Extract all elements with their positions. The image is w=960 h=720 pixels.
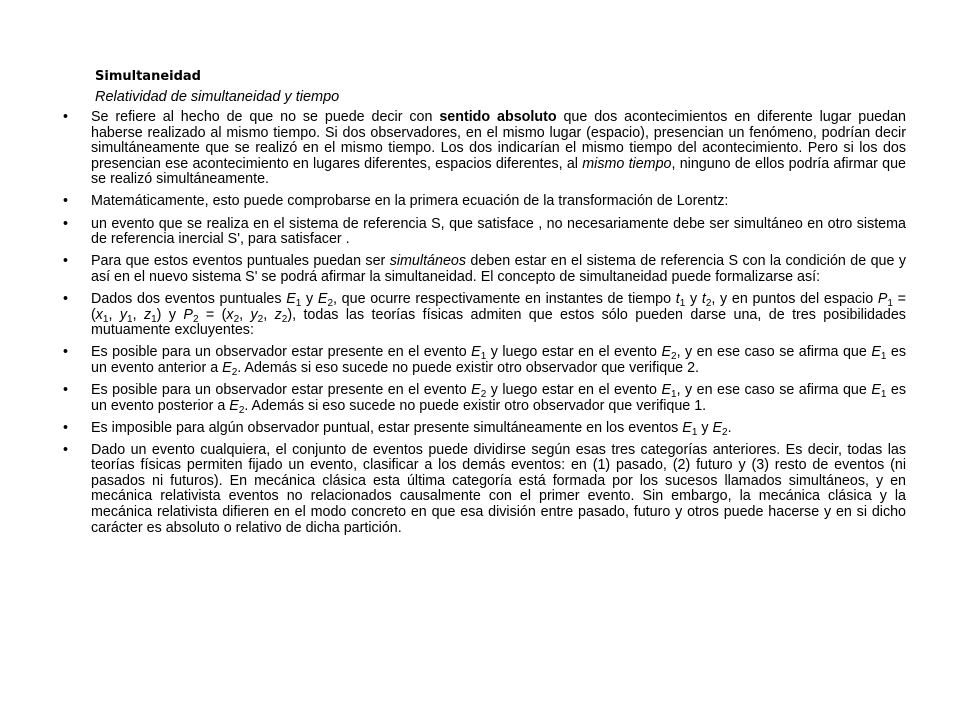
- text-run: 1: [691, 426, 698, 438]
- text-run: 2: [233, 313, 240, 325]
- bullet-item: [63, 345, 906, 376]
- text-run: , y en ese caso se afirma que: [676, 381, 872, 398]
- text-run: Es posible para un observador estar presente en el evento: [91, 381, 472, 398]
- bullet-item: [63, 254, 906, 285]
- text-run: t: [701, 290, 706, 307]
- text-run: E: [222, 359, 232, 376]
- text-run: 2: [480, 388, 487, 400]
- text-run: ,: [263, 306, 275, 323]
- text-run: ,: [239, 306, 251, 323]
- bullet-item: [63, 421, 906, 437]
- text-run: E: [682, 419, 692, 436]
- text-run: P: [183, 306, 193, 323]
- text-run: 1: [679, 297, 686, 309]
- text-run: Dados dos eventos puntuales: [91, 290, 287, 307]
- bullet-icon: •: [63, 109, 69, 125]
- text-run: E: [661, 381, 671, 398]
- bullet-item: [63, 292, 906, 339]
- bullet-icon: •: [63, 193, 69, 210]
- text-run: E: [471, 381, 481, 398]
- text-run: Matemáticamente, esto puede comprobarse en la primera ecuación de la transformación de Lorentz:: [91, 193, 729, 210]
- text-run: t: [675, 290, 680, 307]
- bullet-icon: •: [63, 215, 69, 232]
- text-run: y luego estar en el evento: [486, 344, 662, 361]
- text-run: E: [317, 290, 328, 307]
- text-run: ), todas las teorías físicas admiten que estos sólo pueden darse una, de tres posibilidades mutuamente excluyentes:: [91, 306, 906, 339]
- text-run: sentido absoluto: [439, 109, 557, 125]
- text-run: ,: [132, 306, 144, 323]
- text-run: simultáneos: [389, 253, 466, 270]
- text-run: 2: [327, 297, 333, 309]
- text-run: 1: [151, 313, 157, 325]
- text-run: 2: [238, 404, 245, 416]
- bullet-item: [63, 217, 906, 248]
- text-run: y: [301, 290, 318, 307]
- text-run: 1: [480, 351, 487, 363]
- text-run: 2: [231, 366, 238, 378]
- text-run: . Además si eso sucede no puede existir otro observador que verifique 2.: [237, 359, 700, 376]
- text-run: y: [250, 306, 258, 323]
- text-run: E: [871, 344, 881, 361]
- text-run: P: [877, 290, 888, 307]
- text-run: 2: [281, 313, 288, 325]
- bullet-list: [63, 110, 906, 543]
- text-run: Es imposible para algún observador puntual, estar presente simultáneamente en los eventos: [91, 419, 683, 436]
- text-run: 2: [705, 297, 712, 309]
- text-run: E: [661, 344, 671, 361]
- text-run: y luego estar en el evento: [486, 381, 662, 398]
- text-run: , ninguno de ellos podría afirmar que se realizó simultáneamente.: [91, 155, 907, 188]
- text-run: 1: [880, 388, 887, 400]
- bullet-icon: •: [63, 253, 69, 270]
- text-run: 1: [127, 313, 133, 325]
- text-run: E: [712, 419, 723, 436]
- text-run: 1: [880, 351, 887, 363]
- text-run: deben estar en el sistema de referencia S con la condición de que y así en el nuevo sistema S' se podrá afirmar la simultaneidad. El concepto de simultaneidad puede formalizarse así:: [91, 253, 906, 285]
- text-run: y: [119, 306, 128, 323]
- text-run: , y en puntos del espacio: [711, 290, 878, 307]
- text-run: es un evento posterior a: [91, 381, 906, 414]
- text-run: E: [471, 344, 481, 361]
- text-run: ,: [108, 306, 120, 323]
- text-run: 2: [192, 313, 199, 325]
- bullet-icon: •: [63, 344, 69, 361]
- text-run: es un evento anterior a: [91, 344, 906, 376]
- text-run: E: [286, 290, 296, 307]
- text-run: x: [226, 306, 234, 323]
- bullet-item: [63, 110, 906, 188]
- text-run: 2: [257, 313, 264, 325]
- text-run: 1: [887, 297, 893, 309]
- bullet-item: [63, 194, 906, 210]
- text-run: ) y: [156, 306, 184, 323]
- text-run: y: [697, 419, 713, 436]
- bullet-icon: •: [63, 419, 69, 436]
- bullet-icon: •: [63, 441, 69, 458]
- text-run: Es posible para un observador estar presente en el evento: [91, 344, 472, 361]
- bullet-item: [63, 443, 906, 537]
- text-run: E: [229, 397, 239, 414]
- text-run: 1: [295, 297, 302, 309]
- text-run: 1: [102, 313, 109, 325]
- text-run: que dos acontecimientos en diferente lugar puedan haberse realizado al mismo tiempo. Si dos observadores, en el mismo lugar (espacio), presencian un fenómeno, podrían decir simultáneamente que se realizó en el mismo tiempo. Los dos indicarían el mismo tiempo del acontecimiento. Pero si los dos presencian ese acontecimiento en lugares diferentes, espacios diferentes, al: [91, 109, 906, 172]
- text-run: Para que estos eventos puntuales puedan ser: [91, 253, 390, 270]
- text-run: E: [871, 381, 881, 398]
- text-run: = (: [198, 306, 227, 323]
- text-run: Se refiere al hecho de que no se puede decir con: [91, 109, 440, 125]
- text-run: Dado un evento cualquiera, el conjunto de eventos puede dividirse según esas tres categorías anteriores. Es decir, todas las teorías físicas permiten fijado un evento, clasificar a los demás eventos: en (1) pasado, (2) futuro y (3) resto de eventos (ni pasados ni futuros). En mecánica clásica esta última categoría está formada por los sucesos llamados simultáneos, y en mecánica relativista eventos no relacionados causalmente con el primer evento. Sin embargo, la mecánica clásica y la mecánica relativista difieren en el modo concreto en que esa división entre pasado, futuro y otros puede hacerse y en si dicho carácter es absoluto o relativo de dicha partición.: [91, 441, 906, 536]
- text-run: x: [95, 306, 103, 323]
- text-run: z: [274, 306, 282, 323]
- bullet-icon: •: [63, 381, 69, 398]
- text-run: = (: [91, 290, 906, 323]
- text-run: mismo tiempo: [582, 155, 672, 172]
- text-run: , que ocurre respectivamente en instantes de tiempo: [333, 290, 676, 307]
- slide-title: Simultaneidad: [95, 69, 201, 84]
- text-run: , y en ese caso se afirma que: [676, 344, 872, 361]
- text-run: 1: [671, 388, 677, 400]
- slide-subtitle: Relatividad de simultaneidad y tiempo: [95, 89, 340, 105]
- bullet-icon: •: [63, 290, 69, 307]
- text-run: 2: [671, 351, 677, 363]
- text-run: z: [143, 306, 152, 323]
- bullet-item: [63, 383, 906, 414]
- text-run: .: [727, 419, 732, 436]
- text-run: . Además si eso sucede no puede existir otro observador que verifique 1.: [244, 397, 707, 414]
- text-run: 2: [722, 426, 728, 438]
- text-run: un evento que se realiza en el sistema de referencia S, que satisface , no necesariamente debe ser simultáneo en otro sistema de referencia inercial S', para satisfacer .: [91, 215, 906, 248]
- text-run: y: [685, 290, 702, 307]
